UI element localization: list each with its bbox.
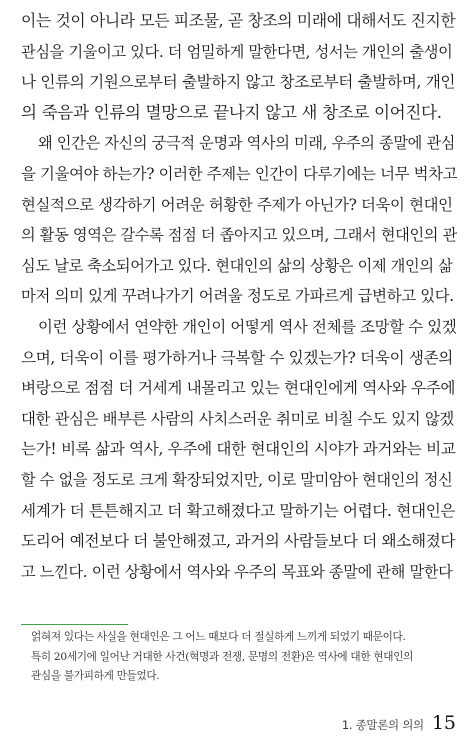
body-line: 세계가 더 튼튼해지고 더 확고해졌다고 말하기는 어렵다. 현대인은: [21, 501, 456, 520]
chapter-title: 1. 종말론의 의의: [341, 718, 424, 732]
body-line: 심도 날로 축소되어가고 있다. 현대인의 삶의 상황은 이제 개인의 삶: [21, 256, 453, 275]
footnote: [21, 628, 457, 687]
body-line: 도리어 예전보다 더 불안해졌고, 과거의 사람들보다 더 왜소해졌다: [21, 532, 456, 551]
body-line: 관심을 기울이고 있다. 더 엄밀하게 말한다면, 성서는 개인의 출생이: [21, 42, 453, 61]
body-line: 을 기울여야 하는가? 이러한 주제는 인간이 다루기에는 너무 벅차고: [21, 164, 457, 183]
footnote-line: 얽혀져 있다는 사실을 현대인은 그 어느 때보다 더 절실하게 느끼게 되었기 때문이다.: [31, 631, 406, 643]
running-footer: [342, 712, 456, 738]
body-line: 의 죽음과 인류의 멸망으로 끝나지 않고 새 창조로 이어진다.: [21, 102, 442, 122]
body-line: 대한 관심은 배부른 사람의 사치스러운 취미로 비칠 수도 있지 않겠: [21, 409, 454, 428]
page-number: 15: [431, 712, 456, 734]
footnote-line: 관심을 불가피하게 만들었다.: [31, 670, 160, 682]
footnote-divider: [21, 624, 128, 625]
body-line: 나 인류의 기원으로부터 출발하지 않고 창조로부터 출발하며, 개인: [21, 73, 456, 92]
body-line: 왜 인간은 자신의 궁극적 운명과 역사의 미래, 우주의 종말에 관심: [38, 134, 456, 153]
body-line: 벼랑으로 점점 더 거세게 내몰리고 있는 현대인에게 역사와 우주에: [21, 379, 456, 398]
footnote-line: 특히 20세기에 일어난 거대한 사건(혁명과 전쟁, 문명의 전환)은 역사에 대한 현대인의: [31, 650, 414, 663]
body-line: 는가! 비록 삶과 역사, 우주에 대한 현대인의 시야가 과거와는 비교: [21, 440, 456, 459]
body-line: 현실적으로 생각하기 어려운 허황한 주제가 아닌가? 더욱이 현대인: [21, 195, 453, 214]
body-line: 이는 것이 아니라 모든 피조물, 곧 창조의 미래에 대해서도 진지한: [21, 11, 456, 30]
body-line: 이런 상황에서 연약한 개인이 어떻게 역사 전체를 조망할 수 있겠: [38, 317, 457, 336]
body-line: 마저 의미 있게 꾸려나가기 어려울 정도로 가파르게 급변하고 있다.: [21, 287, 454, 306]
body-line: 으며, 더욱이 이를 평가하거나 극복할 수 있겠는가? 더욱이 생존의: [21, 348, 454, 367]
body-line: 할 수 없을 정도로 크게 확장되었지만, 이로 말미암아 현대인의 정신: [21, 470, 453, 489]
body-line: 의 활동 영역은 갈수록 점점 더 좁아지고 있으며, 그래서 현대인의 관: [21, 226, 457, 245]
body-line: 고 느낀다. 이런 상황에서 역사와 우주의 목표와 종말에 관해 말한다: [21, 562, 453, 581]
body-text: [21, 6, 457, 587]
